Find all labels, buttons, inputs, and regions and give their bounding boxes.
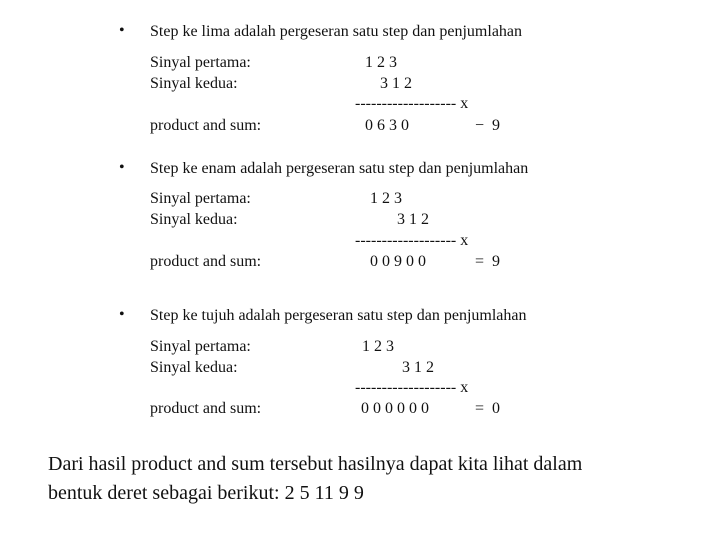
step-heading: Step ke lima adalah pergeseran satu step dan penjumlahan [150,23,523,40]
step-heading: Step ke tujuh adalah pergeseran satu step dan penjumlahan [150,307,527,324]
signal-label-second: Sinyal kedua: [150,359,238,376]
multiply-rule: ------------------- x [355,232,469,249]
signal-second-value: 3 1 2 [402,359,434,376]
product-sum-label: product and sum: [150,400,262,417]
signal-first-value: 1 2 3 [365,54,397,71]
bullet-icon: • [119,306,125,323]
signal-label-second: Sinyal kedua: [150,75,238,92]
product-result: − 9 [475,117,501,134]
product-digits: 0 0 9 0 0 [370,253,426,270]
summary-line-2: bentuk deret sebagai berikut: 2 5 11 9 9 [48,482,364,504]
signal-second-value: 3 1 2 [397,211,429,228]
signal-label-first: Sinyal pertama: [150,190,251,207]
signal-label-first: Sinyal pertama: [150,338,251,355]
bullet-icon: • [119,159,125,176]
signal-first-value: 1 2 3 [370,190,402,207]
product-sum-label: product and sum: [150,117,262,134]
step-heading: Step ke enam adalah pergeseran satu step dan penjumlahan [150,160,529,177]
product-result: = 0 [475,400,501,417]
product-result: = 9 [475,253,501,270]
multiply-rule: ------------------- x [355,95,469,112]
product-digits: 0 0 0 0 0 0 [361,400,429,417]
summary-line-1: Dari hasil product and sum tersebut hasilnya dapat kita lihat dalam [48,453,583,475]
signal-label-first: Sinyal pertama: [150,54,251,71]
bullet-icon: • [119,22,125,39]
signal-second-value: 3 1 2 [380,75,412,92]
signal-label-second: Sinyal kedua: [150,211,238,228]
multiply-rule: ------------------- x [355,379,469,396]
signal-first-value: 1 2 3 [362,338,394,355]
product-digits: 0 6 3 0 [365,117,409,134]
product-sum-label: product and sum: [150,253,262,270]
